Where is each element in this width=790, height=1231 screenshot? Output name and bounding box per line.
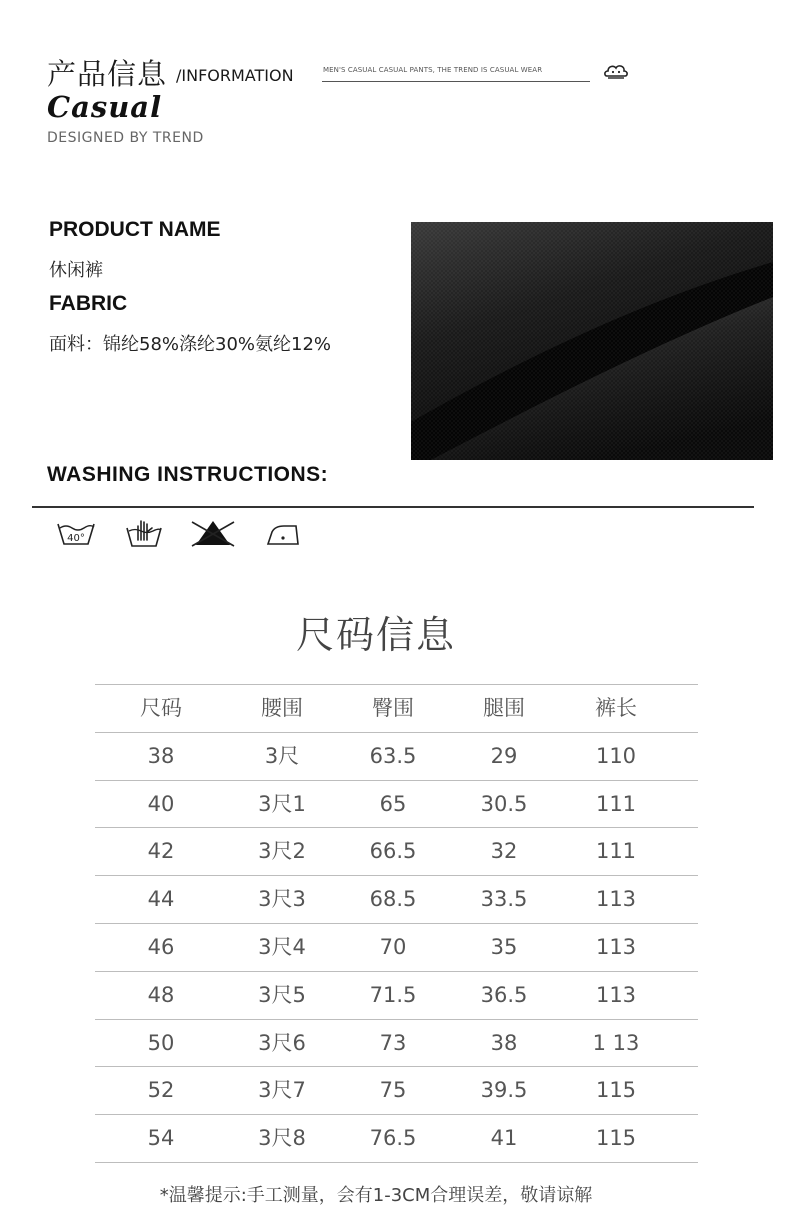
table-cell: 75 <box>379 1078 407 1103</box>
table-cell: 29 <box>490 743 518 768</box>
table-cell: 111 <box>595 839 637 864</box>
page-subtitle: /INFORMATION <box>176 66 294 85</box>
table-row <box>95 1066 698 1114</box>
table-row <box>95 923 698 971</box>
table-cell: 44 <box>147 887 175 912</box>
table-cell: 3尺 <box>264 743 300 768</box>
table-row <box>95 875 698 923</box>
measurement-note: *温馨提示:手工测量，会有1-3CM合理误差，敬请谅解 <box>159 1185 593 1206</box>
table-cell: 33.5 <box>480 887 528 912</box>
product-name-value: 休闲裤 <box>49 260 103 281</box>
table-cell: 1 13 <box>592 1030 640 1055</box>
brand-script: Casual <box>47 90 163 124</box>
table-cell: 52 <box>147 1078 175 1103</box>
column-header: 臀围 <box>372 696 414 720</box>
table-cell: 68.5 <box>369 887 417 912</box>
table-cell: 3尺4 <box>258 934 306 959</box>
table-cell: 110 <box>595 743 637 768</box>
table-row <box>95 971 698 1019</box>
size-table-title: 尺码信息 <box>295 613 456 657</box>
table-cell: 48 <box>147 982 175 1007</box>
table-cell: 30.5 <box>480 791 528 816</box>
table-cell: 39.5 <box>480 1078 528 1103</box>
fabric-value: 面料：锦纶58%涤纶30%氨纶12% <box>49 334 332 355</box>
table-cell: 38 <box>147 743 175 768</box>
table-cell: 70 <box>379 934 407 959</box>
table-row <box>95 1019 698 1067</box>
washing-title: WASHING INSTRUCTIONS: <box>47 463 329 486</box>
table-cell: 76.5 <box>369 1126 417 1151</box>
table-row <box>95 732 698 780</box>
fabric-swatch-image <box>411 222 773 460</box>
table-cell: 66.5 <box>369 839 417 864</box>
size-table <box>95 684 698 1163</box>
do-not-bleach-icon <box>190 518 236 548</box>
table-cell: 73 <box>379 1030 407 1055</box>
table-cell: 38 <box>490 1030 518 1055</box>
table-row <box>95 780 698 828</box>
table-cell: 3尺6 <box>258 1030 306 1055</box>
wash-40-icon <box>56 518 96 548</box>
table-cell: 50 <box>147 1030 175 1055</box>
table-cell: 115 <box>595 1078 637 1103</box>
column-header: 尺码 <box>140 696 182 720</box>
hand-wash-icon <box>125 518 163 548</box>
table-cell: 115 <box>595 1126 637 1151</box>
table-cell: 111 <box>595 791 637 816</box>
table-row <box>95 1114 698 1163</box>
table-row <box>95 827 698 875</box>
designed-by: DESIGNED BY TREND <box>47 130 204 146</box>
header-divider <box>322 81 590 82</box>
header-tagline: MEN'S CASUAL CASUAL PANTS, THE TREND IS CASUAL WEAR <box>323 66 543 74</box>
page-title: 产品信息 <box>47 57 168 91</box>
table-cell: 3尺3 <box>258 887 306 912</box>
washing-divider <box>32 506 754 508</box>
fabric-label: FABRIC <box>49 292 128 315</box>
table-cell: 3尺8 <box>258 1126 306 1151</box>
product-name-label: PRODUCT NAME <box>49 218 221 241</box>
cloud-icon <box>603 60 629 82</box>
table-cell: 113 <box>595 934 637 959</box>
table-cell: 3尺5 <box>258 982 306 1007</box>
table-cell: 35 <box>490 934 518 959</box>
column-header: 腰围 <box>261 696 303 720</box>
table-cell: 3尺2 <box>258 839 306 864</box>
table-cell: 71.5 <box>369 982 417 1007</box>
table-cell: 3尺1 <box>258 791 306 816</box>
iron-low-icon <box>264 518 302 548</box>
table-cell: 42 <box>147 839 175 864</box>
wash-temp-label: 40° <box>67 533 85 544</box>
table-cell: 54 <box>147 1126 175 1151</box>
column-header: 裤长 <box>595 696 637 720</box>
table-cell: 41 <box>490 1126 518 1151</box>
table-cell: 36.5 <box>480 982 528 1007</box>
table-cell: 65 <box>379 791 407 816</box>
table-cell: 32 <box>490 839 518 864</box>
table-header-row <box>95 684 698 732</box>
table-cell: 63.5 <box>369 743 417 768</box>
column-header: 腿围 <box>483 696 525 720</box>
table-cell: 113 <box>595 982 637 1007</box>
table-cell: 113 <box>595 887 637 912</box>
table-cell: 3尺7 <box>258 1078 306 1103</box>
table-cell: 40 <box>147 791 175 816</box>
table-cell: 46 <box>147 934 175 959</box>
